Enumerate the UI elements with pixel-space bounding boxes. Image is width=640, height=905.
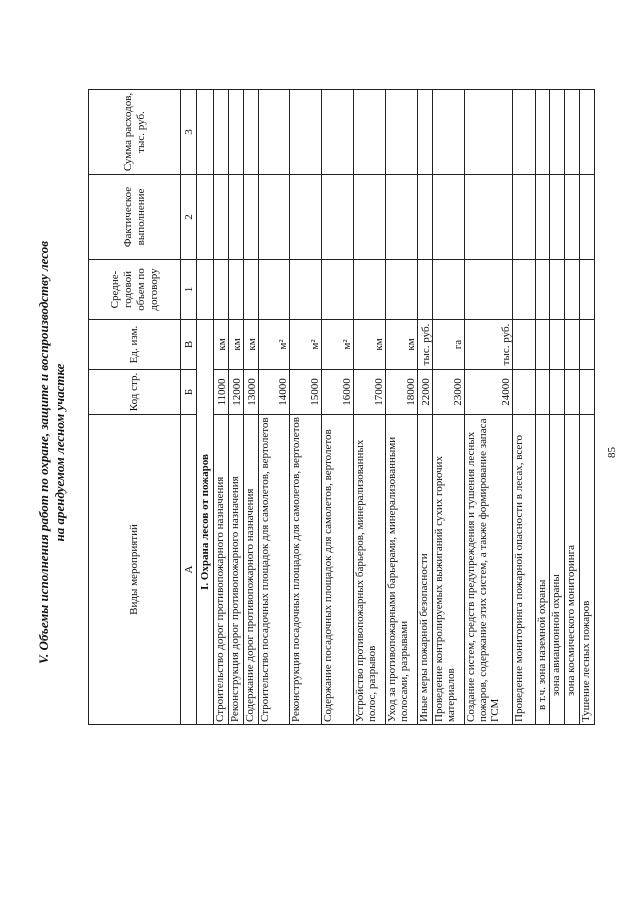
table-row xyxy=(228,90,243,725)
actual-cell xyxy=(565,175,580,260)
sum-cell xyxy=(550,90,565,175)
volume-cell xyxy=(290,260,322,320)
code-cell: 24000 xyxy=(464,370,512,415)
unit-cell: тыс. руб. xyxy=(464,320,512,370)
volume-cell xyxy=(535,260,550,320)
sum-cell xyxy=(290,90,322,175)
table-row xyxy=(464,90,512,725)
sum-cell xyxy=(565,90,580,175)
actual-cell xyxy=(258,175,290,260)
table-row xyxy=(354,90,386,725)
code-cell: 18000 xyxy=(386,370,418,415)
code-cell xyxy=(580,370,595,415)
unit-cell: км xyxy=(386,320,418,370)
empty-cell xyxy=(197,260,214,320)
volume-cell xyxy=(228,260,243,320)
index-cell: В xyxy=(181,320,197,370)
unit-cell xyxy=(535,320,550,370)
sum-cell xyxy=(228,90,243,175)
table-row xyxy=(535,90,550,725)
activity-cell: Строительство посадочных площадок для самолетов, вертолетов xyxy=(258,415,290,725)
empty-cell xyxy=(197,90,214,175)
actual-cell xyxy=(322,175,354,260)
header-actual: Фактическое выполнение xyxy=(89,175,181,260)
actual-cell xyxy=(550,175,565,260)
volume-cell xyxy=(243,260,258,320)
volume-cell xyxy=(322,260,354,320)
sum-cell xyxy=(418,90,433,175)
index-cell: 2 xyxy=(181,175,197,260)
code-cell: 14000 xyxy=(258,370,290,415)
volume-cell xyxy=(580,260,595,320)
sum-cell xyxy=(512,90,535,175)
unit-cell: км xyxy=(228,320,243,370)
table-row xyxy=(386,90,418,725)
volume-cell xyxy=(565,260,580,320)
sum-cell xyxy=(354,90,386,175)
code-cell: 11000 xyxy=(214,370,229,415)
unit-cell xyxy=(550,320,565,370)
table-row xyxy=(580,90,595,725)
sum-cell xyxy=(535,90,550,175)
code-cell: 15000 xyxy=(290,370,322,415)
document-subtitle: на арендуемом лесном участке xyxy=(52,363,67,542)
sum-cell xyxy=(243,90,258,175)
code-cell xyxy=(512,370,535,415)
actual-cell xyxy=(228,175,243,260)
sum-cell xyxy=(386,90,418,175)
table-row xyxy=(214,90,229,725)
actual-cell xyxy=(535,175,550,260)
unit-cell: км xyxy=(214,320,229,370)
unit-cell: км xyxy=(243,320,258,370)
volume-cell xyxy=(214,260,229,320)
section-row xyxy=(197,90,214,725)
table-row xyxy=(432,90,464,725)
table-row xyxy=(418,90,433,725)
table-row xyxy=(565,90,580,725)
actual-cell xyxy=(464,175,512,260)
volume-cell xyxy=(386,260,418,320)
code-cell: 22000 xyxy=(418,370,433,415)
unit-cell xyxy=(580,320,595,370)
header-code: Код стр. xyxy=(89,370,181,415)
sum-cell xyxy=(214,90,229,175)
code-cell: 13000 xyxy=(243,370,258,415)
actual-cell xyxy=(214,175,229,260)
document-title: V. Объемы исполнения работ по охране, защите и воспроизводству лесов xyxy=(36,240,51,665)
table-row xyxy=(258,90,290,725)
actual-cell xyxy=(512,175,535,260)
unit-cell: м² xyxy=(290,320,322,370)
activity-cell: Тушение лесных пожаров xyxy=(580,415,595,725)
activity-cell: Содержание посадочных площадок для самолетов, вертолетов xyxy=(322,415,354,725)
activity-cell: зона космического мониторинга xyxy=(565,415,580,725)
header-volume: Средне-годовой объем по договору xyxy=(89,260,181,320)
table-row xyxy=(290,90,322,725)
volume-cell xyxy=(512,260,535,320)
actual-cell xyxy=(354,175,386,260)
volume-cell xyxy=(354,260,386,320)
unit-cell xyxy=(512,320,535,370)
unit-cell: км xyxy=(354,320,386,370)
index-cell: А xyxy=(181,415,197,725)
activity-cell: Уход за противопожарными барьерами, минерализованными полосами, разрывами xyxy=(386,415,418,725)
index-row xyxy=(181,90,197,725)
actual-cell xyxy=(243,175,258,260)
code-cell xyxy=(565,370,580,415)
actual-cell xyxy=(432,175,464,260)
code-cell xyxy=(550,370,565,415)
volume-cell xyxy=(464,260,512,320)
activity-cell: Строительство дорог противопожарного назначения xyxy=(214,415,229,725)
unit-cell: м² xyxy=(258,320,290,370)
table-row xyxy=(322,90,354,725)
volume-cell xyxy=(432,260,464,320)
actual-cell xyxy=(418,175,433,260)
index-cell: Б xyxy=(181,370,197,415)
code-cell: 16000 xyxy=(322,370,354,415)
unit-cell: тыс. руб. xyxy=(418,320,433,370)
header-unit: Ед. изм. xyxy=(89,320,181,370)
volume-cell xyxy=(418,260,433,320)
index-cell: 3 xyxy=(181,90,197,175)
sum-cell xyxy=(432,90,464,175)
header-sum: Сумма расходов, тыс. руб. xyxy=(89,90,181,175)
activity-cell: Проведение контролируемых выжиганий сухих горючих материалов xyxy=(432,415,464,725)
sum-cell xyxy=(322,90,354,175)
volume-cell xyxy=(258,260,290,320)
sum-cell xyxy=(464,90,512,175)
volume-cell xyxy=(550,260,565,320)
activity-cell: Проведение мониторинга пожарной опасности в лесах, всего xyxy=(512,415,535,725)
activity-cell: Иные меры пожарной безопасности xyxy=(418,415,433,725)
activity-cell: Содержание дорог противопожарного назначения xyxy=(243,415,258,725)
actual-cell xyxy=(386,175,418,260)
section-title: I. Охрана лесов от пожаров xyxy=(197,320,214,725)
unit-cell xyxy=(565,320,580,370)
activity-cell: Реконструкция посадочных площадок для самолетов, вертолетов xyxy=(290,415,322,725)
page-number: 85 xyxy=(606,447,618,458)
table-row xyxy=(550,90,565,725)
actual-cell xyxy=(290,175,322,260)
sum-cell xyxy=(580,90,595,175)
works-volume-table xyxy=(88,89,595,725)
index-cell: 1 xyxy=(181,260,197,320)
unit-cell: га xyxy=(432,320,464,370)
unit-cell: м² xyxy=(322,320,354,370)
activity-cell: Реконструкция дорог противопожарного назначения xyxy=(228,415,243,725)
code-cell: 23000 xyxy=(432,370,464,415)
header-activity: Виды мероприятий xyxy=(89,415,181,725)
activity-cell: в т.ч. зона наземной охраны xyxy=(535,415,550,725)
activity-cell: зона авиационной охраны xyxy=(550,415,565,725)
code-cell: 12000 xyxy=(228,370,243,415)
code-cell xyxy=(535,370,550,415)
activity-cell: Устройство противопожарных барьеров, минерализованных полос, разрывов xyxy=(354,415,386,725)
table-row xyxy=(512,90,535,725)
actual-cell xyxy=(580,175,595,260)
activity-cell: Создание систем, средств предупреждения и тушения лесных пожаров, содержание этих систем, а также формирование запаса ГСМ xyxy=(464,415,512,725)
sum-cell xyxy=(258,90,290,175)
code-cell: 17000 xyxy=(354,370,386,415)
empty-cell xyxy=(197,175,214,260)
table-row xyxy=(243,90,258,725)
